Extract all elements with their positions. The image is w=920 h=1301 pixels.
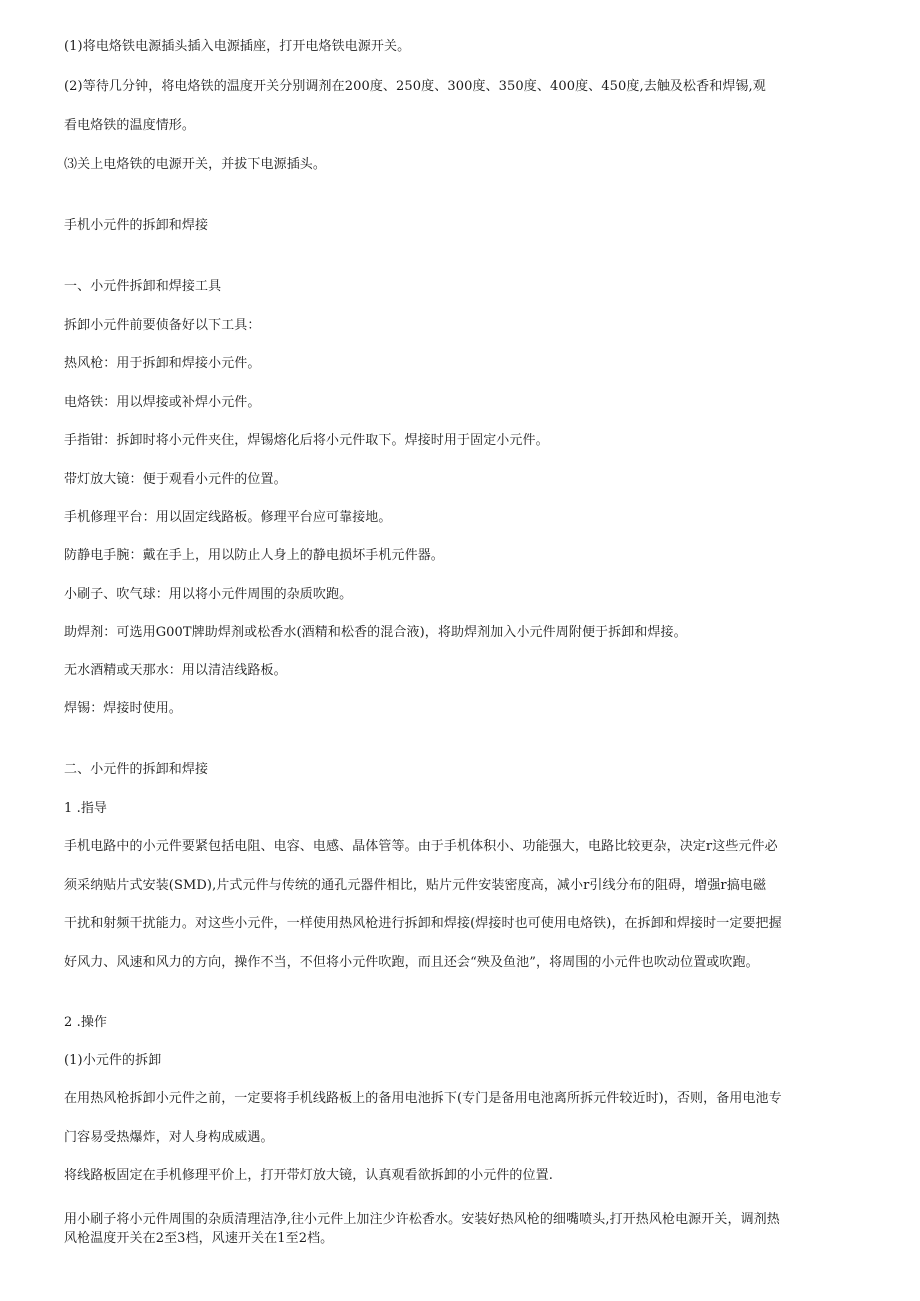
document-title: 手机小元件的拆卸和焊接 <box>64 218 209 233</box>
tool-item: 无水酒精或天那水：用以清洁线路板。 <box>64 663 287 678</box>
step-3-text: ⑶关上电烙铁的电源开关，并拔下电源插头。 <box>64 157 327 172</box>
section-2-heading: 二、小元件的拆卸和焊接 <box>64 762 209 777</box>
disassembly-para-3-line2: 风枪温度开关在2至3档，风速开关在1至2档。 <box>64 1231 334 1246</box>
step-1-text: (1)将电烙铁电源插头插入电源插座，打开电烙铁电源开关。 <box>64 39 411 54</box>
disassembly-para-1-line1: 在用热风枪拆卸小元件之前，一定要将手机线路板上的备用电池拆下(专门是备用电池离所拆元件较近时)，否则，备用电池专 <box>64 1091 782 1106</box>
subsection-1-heading: 1 .指导 <box>64 801 108 816</box>
tool-item: 防静电手腕：戴在手上，用以防止人身上的静电损坏手机元件器。 <box>64 548 444 563</box>
guidance-line-1: 手机电路中的小元件要紧包括电阻、电容、电感、晶体管等。由于手机体积小、功能强大，电路比较更杂，决定r这些元件必 <box>64 839 778 854</box>
step-2-text-line1: (2)等待几分钟，将电烙铁的温度开关分别调剂在200度、250度、300度、350度、400度、450度,去触及松香和焊锡,观 <box>64 79 766 94</box>
section-1-intro: 拆卸小元件前要侦备好以下工具： <box>64 318 261 333</box>
tool-item: 助焊剂：可选用G00T牌助焊剂或松香水(酒精和松香的混合液)，将助焊剂加入小元件周附便于拆卸和焊接。 <box>64 625 687 640</box>
step-2-text-line2: 看电烙铁的温度情形。 <box>64 118 196 133</box>
tool-item: 带灯放大镜：便于观看小元件的位置。 <box>64 472 287 487</box>
tool-item: 手机修理平台：用以固定线路板。修理平台应可靠接地。 <box>64 510 392 525</box>
disassembly-para-3-line1: 用小刷子将小元件周围的杂质清理洁净,往小元件上加注少许松香水。安装好热风枪的细嘴喷头,打开热风枪电源开关，调剂热 <box>64 1212 780 1227</box>
guidance-line-4: 好风力、风速和风力的方向，操作不当，不但将小元件吹跑，而且还会“殃及鱼池”，将周围的小元件也吹动位置或吹跑。 <box>64 955 759 970</box>
guidance-line-2: 须采纳贴片式安装(SMD),片式元件与传统的通孔元器件相比，贴片元件安装密度高，减小r引线分布的阻碍，增强r搞电磁 <box>64 878 767 893</box>
tool-item: 手指钳：拆卸时将小元件夹住，焊锡熔化后将小元件取下。焊接时用于固定小元件。 <box>64 433 549 448</box>
tool-item: 小刷子、吹气球：用以将小元件周围的杂质吹跑。 <box>64 587 353 602</box>
subsection-2-heading: 2 .操作 <box>64 1015 108 1030</box>
disassembly-para-1-line2: 门容易受热爆炸，对人身构成威遇。 <box>64 1130 274 1145</box>
operation-item-1: (1)小元件的拆卸 <box>64 1053 162 1068</box>
guidance-line-3: 干扰和射频干扰能力。对这些小元件，一样使用热风枪进行拆卸和焊接(焊接时也可使用电烙铁)，在拆卸和焊接时一定要把握 <box>64 916 782 931</box>
tool-item: 焊锡：焊接时使用。 <box>64 701 182 716</box>
disassembly-para-2: 将线路板固定在手机修理平价上，打开带灯放大镜，认真观看欲拆卸的小元件的位置. <box>64 1168 553 1183</box>
tool-item: 电烙铁：用以焊接或补焊小元件。 <box>64 395 261 410</box>
tool-item: 热风枪：用于拆卸和焊接小元件。 <box>64 356 261 371</box>
section-1-heading: 一、小元件拆卸和焊接工具 <box>64 279 222 294</box>
